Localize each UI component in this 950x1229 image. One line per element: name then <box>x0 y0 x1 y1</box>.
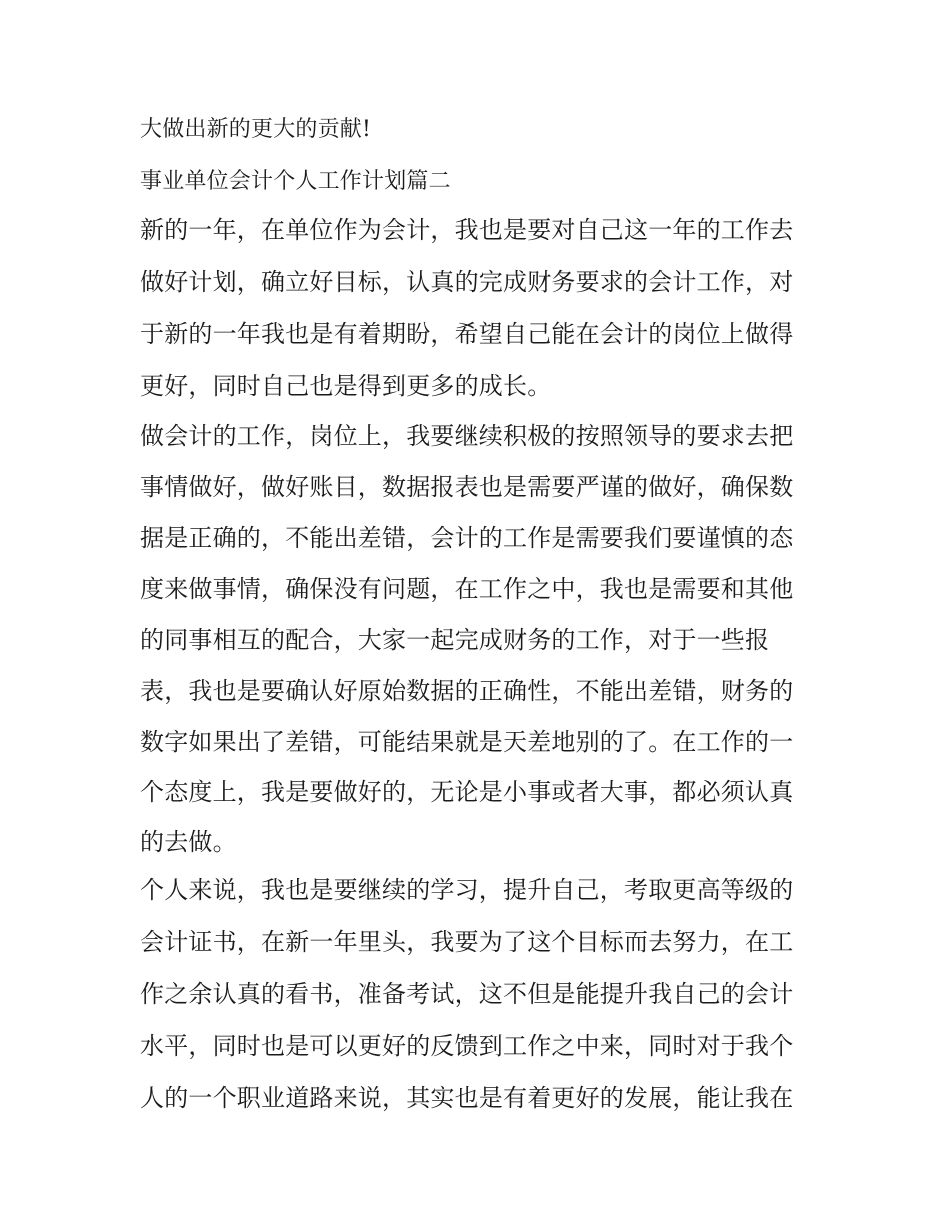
text-line: 表，我也是要确认好原始数据的正确性，不能出差错，财务的 <box>140 677 794 705</box>
text-line: 会计证书，在新一年里头，我要为了这个目标而去努力，在工 <box>140 928 794 956</box>
text-line: 度来做事情，确保没有问题，在工作之中，我也是需要和其他 <box>140 575 794 603</box>
text-line: 新的一年，在单位作为会计，我也是要对自己这一年的工作去 <box>140 216 794 244</box>
text-line: 个人来说，我也是要继续的学习，提升自己，考取更高等级的 <box>140 876 794 904</box>
text-line: 大做出新的更大的贡献! <box>140 117 372 142</box>
text-line: 于新的一年我也是有着期盼，希望自己能在会计的岗位上做得 <box>140 320 794 348</box>
text-line: 人的一个职业道路来说，其实也是有着更好的发展，能让我在 <box>140 1084 794 1112</box>
text-line: 事情做好，做好账目，数据报表也是需要严谨的做好，确保数 <box>140 473 794 501</box>
text-line: 的同事相互的配合，大家一起完成财务的工作，对于一些报 <box>140 626 770 654</box>
text-line: 个态度上，我是要做好的，无论是小事或者大事，都必须认真 <box>140 778 794 806</box>
text-line: 更好，同时自己也是得到更多的成长。 <box>140 372 552 400</box>
text-line: 做好计划，确立好目标，认真的完成财务要求的会计工作，对 <box>140 268 794 296</box>
text-line: 数字如果出了差错，可能结果就是天差地别的了。在工作的一 <box>140 728 794 756</box>
text-line: 作之余认真的看书，准备考试，这不但是能提升我自己的会计 <box>140 980 794 1008</box>
text-line: 的去做。 <box>140 828 237 856</box>
text-line: 做会计的工作，岗位上，我要继续积极的按照领导的要求去把 <box>140 422 794 450</box>
section-heading: 事业单位会计个人工作计划篇二 <box>140 169 451 194</box>
text-line: 据是正确的，不能出差错，会计的工作是需要我们要谨慎的态 <box>140 524 794 552</box>
text-line: 水平，同时也是可以更好的反馈到工作之中来，同时对于我个 <box>140 1032 794 1060</box>
